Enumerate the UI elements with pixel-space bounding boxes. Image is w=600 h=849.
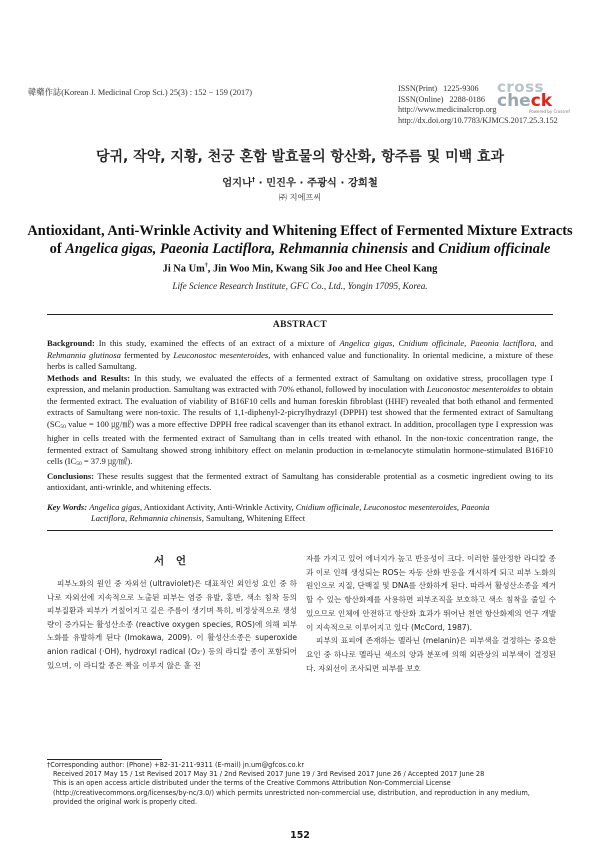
english-affiliation: Life Science Research Institute, GFC Co., Ltd., Yongin 17095, Korea.	[172, 281, 428, 291]
doi-link[interactable]: http://dx.doi.org/10.7783/KJMCS.2017.25.3.152	[398, 115, 558, 125]
issn-print: 1225-9306	[443, 84, 479, 93]
abstract-bottom-rule	[47, 530, 553, 531]
badge-sub: Powered by Crossref	[529, 109, 570, 114]
abstract-background: Background: In this study, examined the effects of an extract of a mixture of Angelica gigas, Cnidium officinale, Paeonia lactiflora, and Rehmannia glutinosa fermented by Leuconostoc mesenteroides, with enhanced value and functionality. In oriental medicine, a mixture of these herbs is called Samultang.	[47, 338, 554, 371]
badge-line1: cross	[497, 78, 544, 96]
korean-authors: 엄지나† · 민진우 · 주광식 · 강희철	[222, 176, 378, 189]
english-title-line1: Antioxidant, Anti-Wrinkle Activity and Whitening Effect of Fermented Mixture Extracts	[27, 223, 573, 239]
page-number: 152	[290, 830, 310, 841]
corresponding-author: †Corresponding author: (Phone) +82-31-211-9311 (E-mail) jn.um@gfcos.co.kr	[47, 761, 305, 769]
crossmark-badge[interactable]	[497, 78, 575, 114]
section-heading-introduction: 서 언	[154, 555, 190, 567]
english-title-line2: of Angelica gigas, Paeonia Lactiflora, Rehmannia chinensis and Cnidium officinale	[49, 241, 551, 257]
abstract-conclusions: Conclusions: These results suggest that the fermented extract of Samultang has considerable protential as a cosmetic ingredient owing to its antioxidant, anti-wrinkle, and whitening effects.	[47, 470, 553, 492]
body-paragraph: 자를 가지고 있어 에너지가 높고 반응성이 크다. 이러한 불안정한 라디칼 종과 이로 인해 생성되는 ROS는 자동 산화 반응을 개시하게 되고 피부 노화의 원인으로 지질, 단백질 및 DNA를 산화하게 된다. 따라서 활성산소종을 제거할 수 있는 항산화제를 사용하면 피부조직을 보호하고 색소 침착을 줄일 수 있으므로 인체에 안전하고 항산화 효과가 뛰어난 천연 항산화제의 연구 개발이 지속적으로 이루어지고 있다 (McCord, 1987).	[306, 554, 556, 632]
english-authors: Ji Na Um†, Jin Woo Min, Kwang Sik Joo and Hee Cheol Kang	[162, 263, 438, 275]
issn-online-label: ISSN(Online)	[398, 94, 444, 104]
keywords-label: Key Words	[47, 502, 85, 512]
footnote-rule	[47, 759, 162, 760]
received-dates: Received 2017 May 15 / 1st Revised 2017 May 31 / 2nd Revised 2017 June 19 / 3rd Revised 2017 June 26 / Accepted 2017 June 28	[53, 770, 485, 779]
keywords: Key Words: Angelica gigas, Antioxidant Activity, Anti-Wrinkle Activity, Cnidium officinale, Leuconostoc mesenteroides, Paeonia Lactiflora, Rehmannia chinensis, Samultang, Whitening Effect	[47, 502, 490, 524]
korean-title: 당귀, 작약, 지황, 천궁 혼합 발효물의 항산화, 항주름 및 미백 효과	[95, 149, 505, 165]
english-title	[0, 222, 600, 258]
journal-website-link[interactable]: http://www.medicinalcrop.org	[398, 105, 497, 115]
license-note: This is an open access article distributed under the terms of the Creative Commons Attribution Non-Commercial License (http://creativecommons.org/licenses/by-nc/3.0/) which permits unrestricted non-commercial use, distribution, and reproduction in any medium, provided the original work is properly cited.	[53, 779, 530, 806]
issn-print-label: ISSN(Print)	[398, 84, 438, 93]
abstract-top-rule	[47, 314, 553, 315]
body-paragraph: 피부노화의 원인 중 자외선 (ultraviolet)은 대표적인 외인성 요인 중 하나로 자외선에 지속적으로 노출된 피부는 염증 유발, 홍반, 색소 침착 등의 피부질환과 피부가 거칠어지고 깊은 주름이 생기며 특히, 비정상적으로 생성량이 증가되는 활성산소종 (reactive oxygen species, ROS)에 의해 피부 노화를 유발하게 된다 (Imokawa, 2009). 이 활성산소종은 superoxide anion radical (·OH), hydroxyl radical (O₂·) 등의 라디칼 종이 포함되어 있으며, 이 라디칼 종은 짝을 이루지 않은 홑 전	[47, 579, 297, 670]
footnotes	[47, 761, 557, 807]
abstract-heading: ABSTRACT	[272, 320, 328, 330]
abstract-methods: Methods and Results: In this study, we evaluated the effects of a fermented extract of Samultang on oxidative stress, procollagen type I expression, and melanin production. Samultang was extracted with 70% ethanol, followed by inoculation with Leuconostoc mesenteroides to obtain the fermented extract. The evaluation of viability of B16F10 cells and human foreskin fibroblast (HHF) revealed that both ethanol and fermented extracts of Samultang were non-toxic. The results of 1,1-diphenyl-2-picrylhydrazyl (DPPH) test showed that the fermented extract of Samultang ($SC_{50}$ value = 100 ㎍/㎖) was a more effective DPPH free radical scavenger than its ethanol extract. In addition, procollagen type I expression was higher in cells treated with the fermented extract of Samultang than in cells treated with ethanol. In the non-toxic concentration range, the fermented extract of Samultang showed strong inhibitory effect on melanin production in α-melanocyte stimulatin hormone-stimulated B16F10 cells ($IC_{50} = 37.9$ ㎍/㎖).	[47, 372, 553, 467]
body-paragraph: 피부의 표피에 존재하는 멜라닌 (melanin)은 피부색을 결정하는 중요한 요인 중 하나로 멜라닌 색소의 양과 분포에 의해 외관상의 피부색이 결정된다. 자외선이 조사되면 피부를 보호	[306, 636, 556, 673]
body-left-column	[47, 577, 297, 672]
abstract-body	[47, 338, 553, 494]
body-right-column	[306, 552, 556, 675]
korean-affiliation: ㈜ 지에프씨	[278, 192, 322, 202]
issn-online: 2288-0186	[449, 94, 485, 104]
badge-line2: check	[497, 91, 553, 111]
journal-reference: 韓藥作誌(Korean J. Medicinal Crop Sci.) 25(3) : 152 − 159 (2017)	[28, 88, 253, 97]
